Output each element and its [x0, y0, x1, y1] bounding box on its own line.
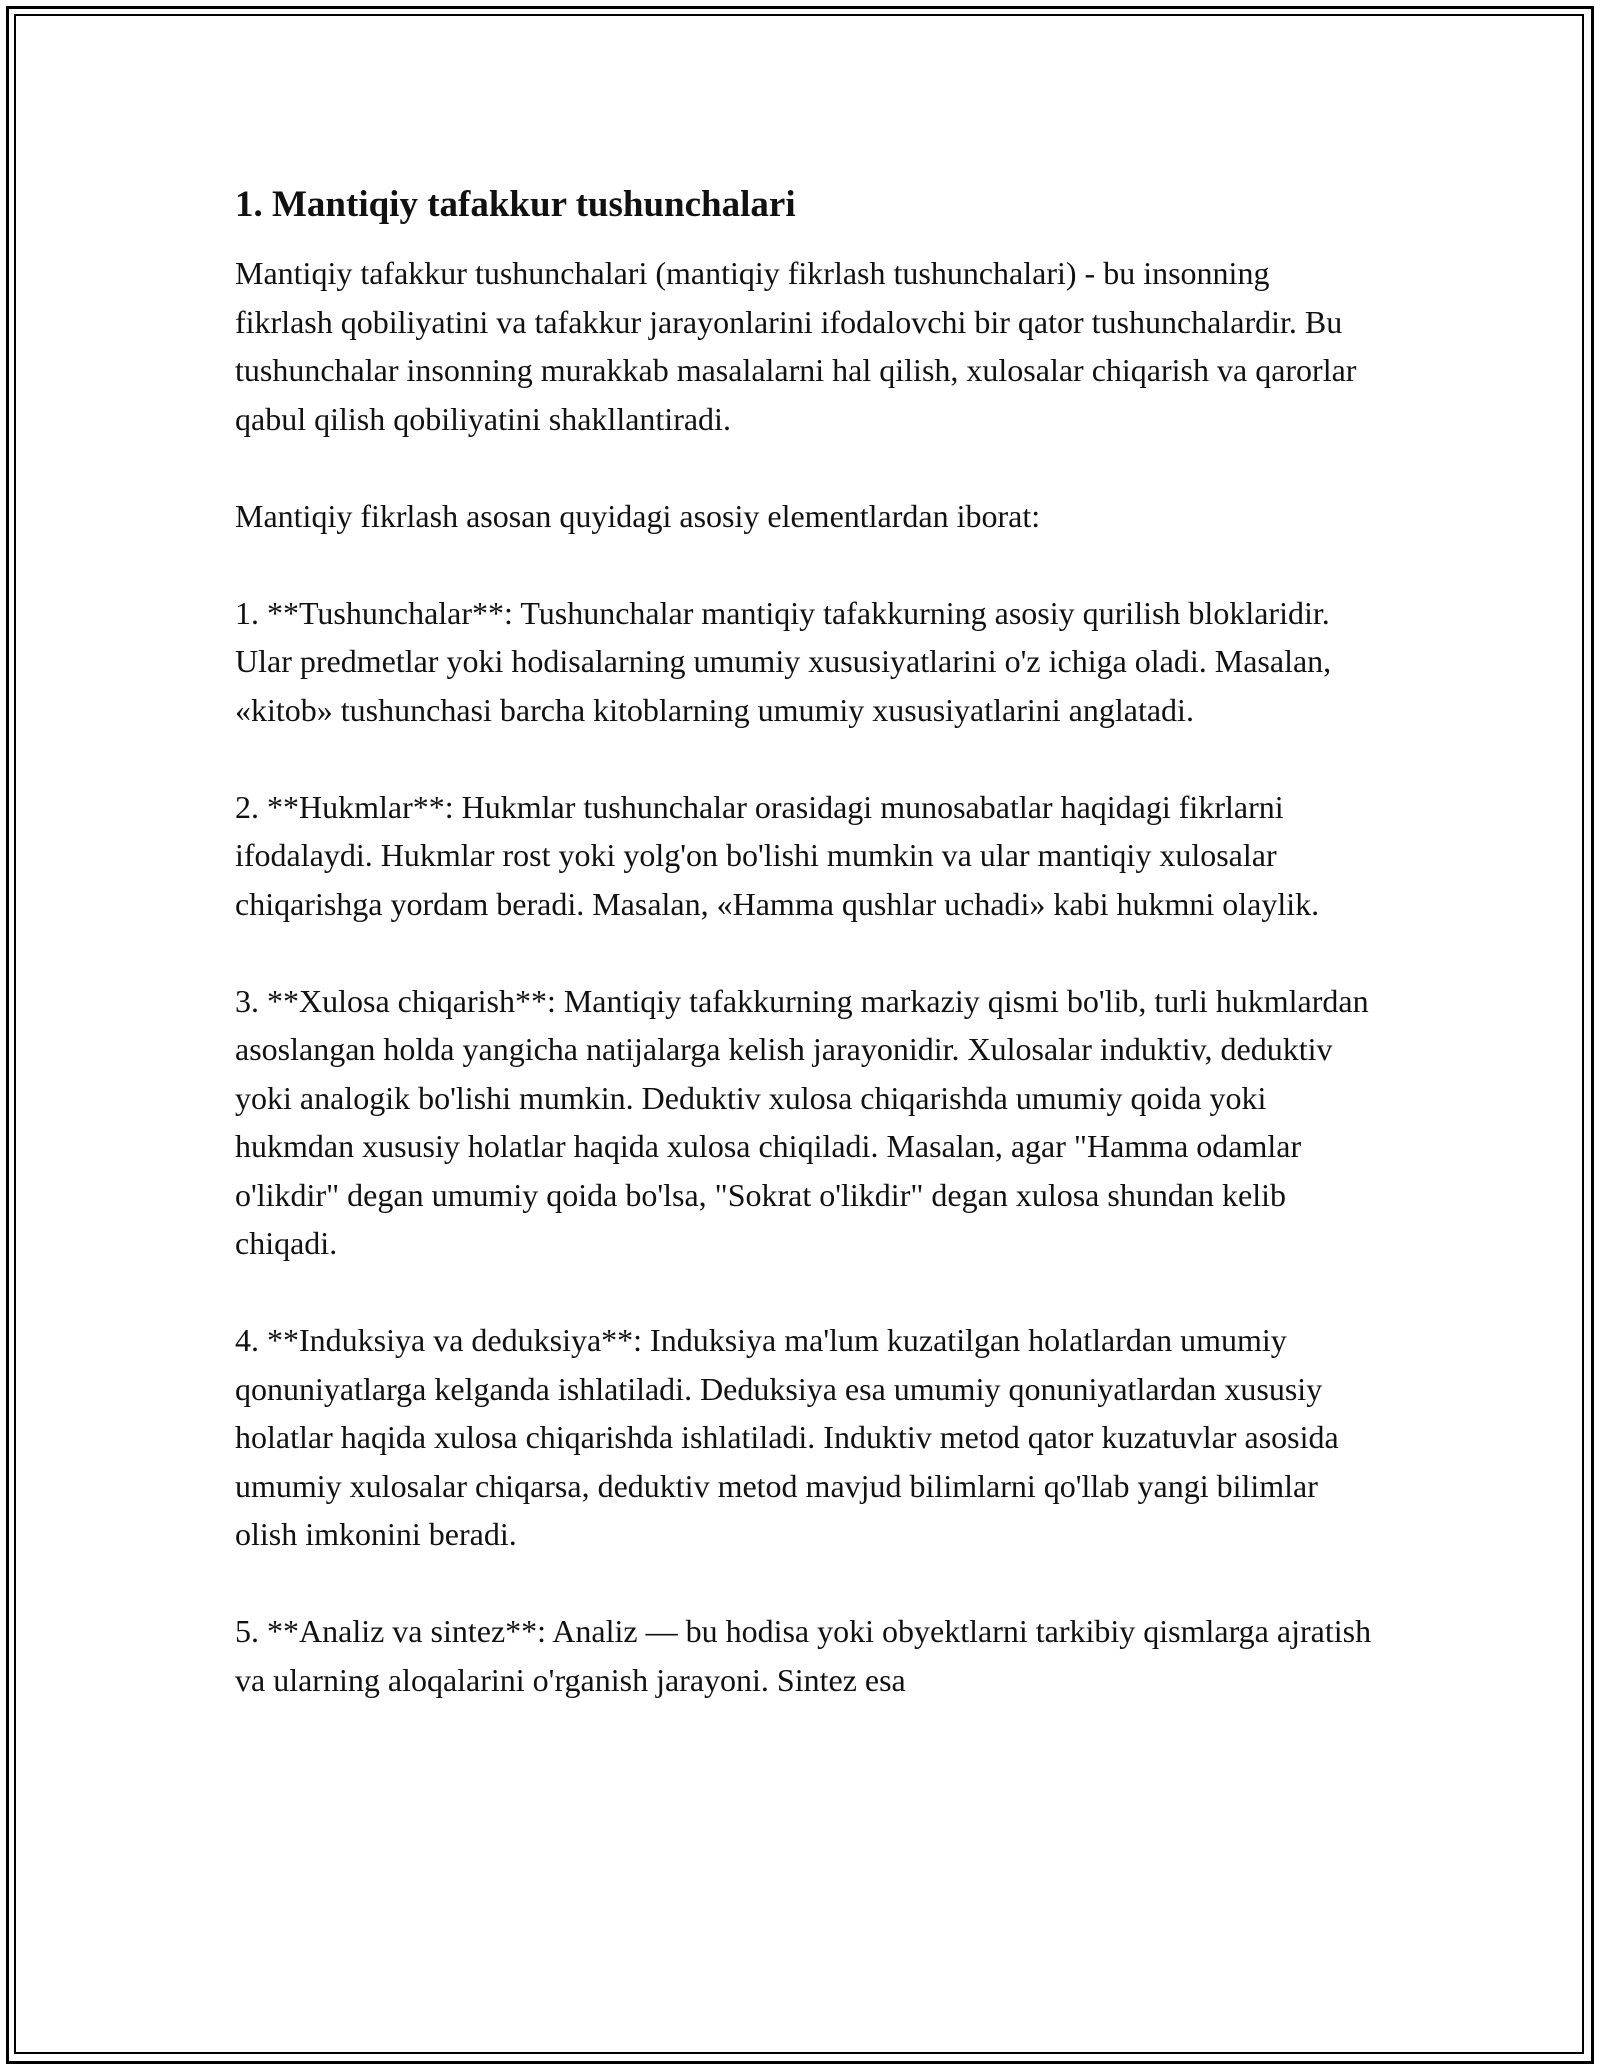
paragraph-item-1: 1. **Tushunchalar**: Tushunchalar mantiqiy tafakkurning asosiy qurilish bloklaridir. Ular predmetlar yoki hodisalarning umumiy xususiyatlarini o'z ichiga oladi. Masalan, «kitob» tushunchasi barcha kitoblarning umumiy xususiyatlarini anglatadi. — [235, 594, 1332, 728]
paragraph-item-3: 3. **Xulosa chiqarish**: Mantiqiy tafakkurning markaziy qismi bo'lib, turli hukmlardan asoslangan holda yangicha natijalarga kelish jarayonidir. Xulosalar induktiv, deduktiv yoki analogik bo'lishi mumkin. Deduktiv xulosa chiqarishda umumiy qoida yoki hukmdan xususiy holatlar haqida xulosa chiqiladi. Masalan, agar "Hamma odamlar o'likdir" degan umumiy qoida bo'lsa, "Sokrat o'likdir" degan xulosa shundan kelib chiqadi. — [235, 982, 1369, 1262]
paragraph-item-2: 2. **Hukmlar**: Hukmlar tushunchalar orasidagi munosabatlar haqidagi fikrlarni ifodalaydi. Hukmlar rost yoki yolg'on bo'lishi mumkin va ular mantiqiy xulosalar chiqarishga yordam beradi. Masalan, «Hamma qushlar uchadi» kabi hukmni olaylik. — [235, 788, 1320, 922]
paragraph-item-5: 5. **Analiz va sintez**: Analiz — bu hodisa yoki obyektlarni tarkibiy qismlarga ajratish va ularning aloqalarini o'rganish jarayoni. Sintez esa — [235, 1613, 1372, 1698]
paragraph-item-4: 4. **Induksiya va deduksiya**: Induksiya ma'lum kuzatilgan holatlardan umumiy qonuniyatlarga kelganda ishlatiladi. Deduksiya esa umumiy qonuniyatlardan xususiy holatlar haqida xulosa chiqarishda ishlatiladi. Induktiv metod qator kuzatuvlar asosida umumiy xulosalar chiqarsa, deduktiv metod mavjud bilimlarni qo'llab yangi bilimlar olish imkonini beradi. — [235, 1322, 1339, 1553]
section-heading: 1. Mantiqiy tafakkur tushunchalari — [235, 184, 796, 225]
paragraph-elements-lead: Mantiqiy fikrlash asosan quyidagi asosiy elementlardan iborat: — [235, 497, 1041, 534]
document-body — [235, 183, 1375, 1704]
paragraph-intro: Mantiqiy tafakkur tushunchalari (mantiqiy fikrlash tushunchalari) - bu insonning fikrlash qobiliyatini va tafakkur jarayonlarini ifodalovchi bir qator tushunchalardir. Bu tushunchalar insonning murakkab masalalarni hal qilish, xulosalar chiqarish va qarorlar qabul qilish qobiliyatini shakllantiradi. — [235, 255, 1357, 437]
